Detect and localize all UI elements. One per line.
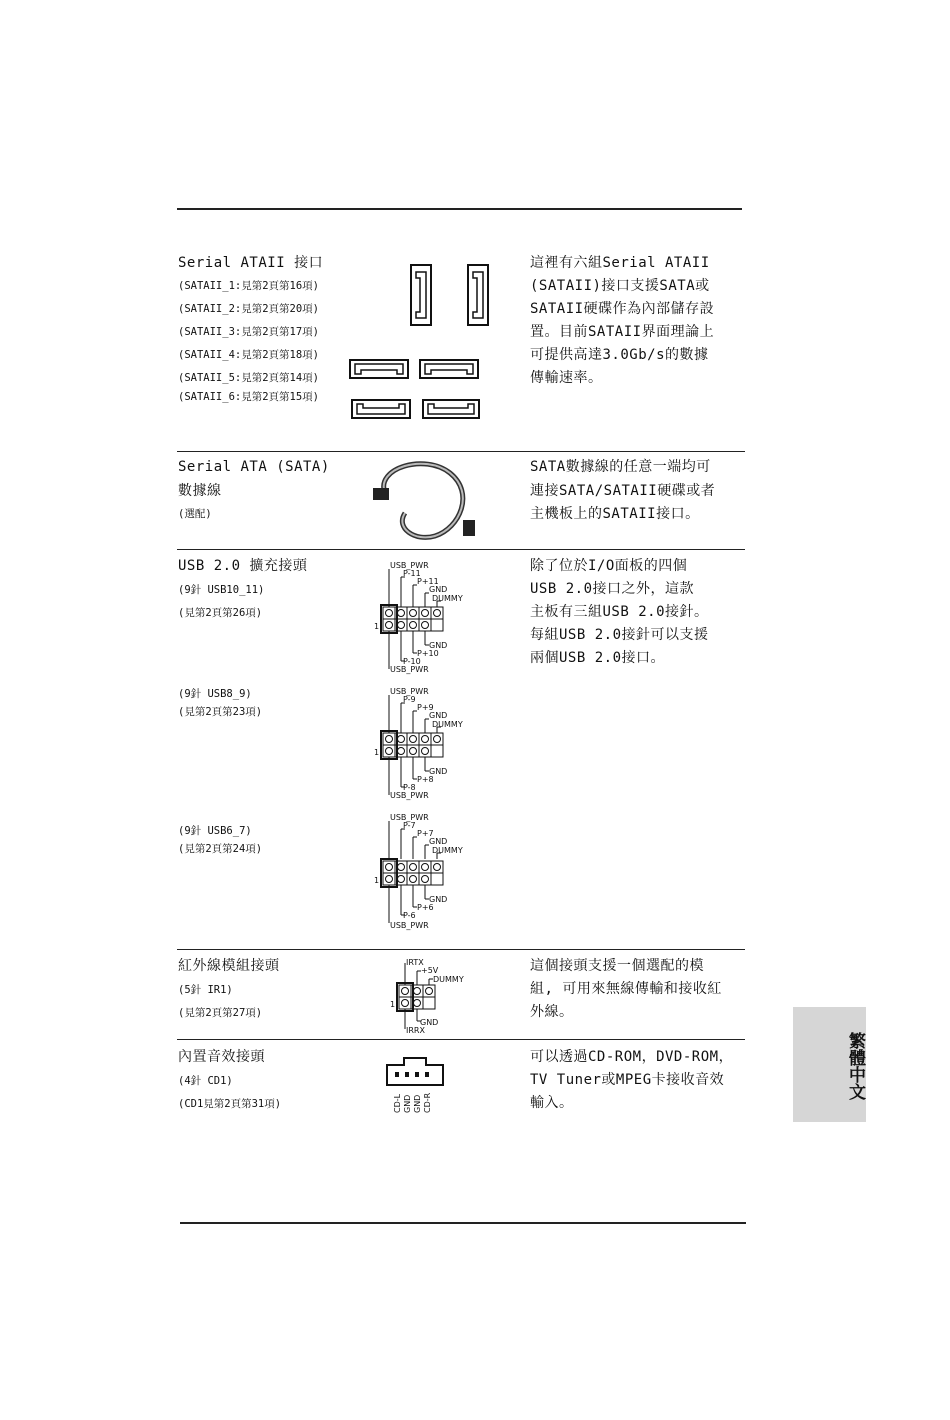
usb-block1-note1: (9針 USB10_11) xyxy=(178,584,265,596)
usb2-bot-gnd: GND xyxy=(429,767,448,776)
usb-block2-note1: (9針 USB8_9) xyxy=(178,688,252,700)
sata-cable-title-2: 數據線 xyxy=(178,483,222,499)
language-side-tab xyxy=(793,1007,866,1122)
ir-irrx: IRRX xyxy=(406,1026,425,1035)
usb1-bot-gnd: GND xyxy=(429,641,448,650)
ir-desc-2: 組, 可用來無線傳輸和接收紅 xyxy=(530,981,722,997)
usb-block3-note1: (9針 USB6_7) xyxy=(178,825,252,837)
header-rule xyxy=(177,208,742,210)
cd-note-2: (CD1見第2頁第31項) xyxy=(178,1098,282,1110)
cd-pin-4: CD-R xyxy=(423,1092,432,1113)
ir-gnd: GND xyxy=(420,1018,439,1027)
usb1-top-pp: P+11 xyxy=(417,577,439,586)
usb3-dummy: DUMMY xyxy=(432,846,463,855)
usb-title: USB 2.0 擴充接頭 xyxy=(178,558,308,574)
sata-cable-desc-2: 連接SATA/SATAII硬碟或者 xyxy=(530,483,716,499)
usb-desc-5: 兩個USB 2.0接口。 xyxy=(530,650,666,666)
ir-note-1: (5針 IR1) xyxy=(178,984,233,996)
ir-note-2: (見第2頁第27項) xyxy=(178,1007,263,1019)
usb3-top-pp: P+7 xyxy=(417,829,434,838)
usb-desc-2: USB 2.0接口之外，這款 xyxy=(530,581,695,597)
language-side-tab-label: 繁體中文 xyxy=(845,1032,865,1100)
sata-cable-image xyxy=(365,458,475,548)
usb2-top-pp: P+9 xyxy=(417,703,434,712)
usb1-pin1: 1 xyxy=(374,622,380,631)
divider-usb xyxy=(177,549,745,550)
usb3-top-pwr: USB_PWR xyxy=(390,813,429,822)
usb2-pin1: 1 xyxy=(374,748,380,757)
cd-desc-1: 可以透過CD-ROM，DVD-ROM， xyxy=(530,1049,734,1065)
ir-title: 紅外線模組接頭 xyxy=(178,958,280,974)
sata-cable-title: Serial ATA (SATA) xyxy=(178,459,330,475)
usb-block3-note2: (見第2頁第24項) xyxy=(178,843,263,855)
ir-dummy: DUMMY xyxy=(433,975,464,984)
sata-desc-2: (SATAII)接口支援SATA或 xyxy=(530,278,710,294)
usb1-bot-pp: P+10 xyxy=(417,649,439,658)
ir-5v: +5V xyxy=(421,966,439,975)
usb3-bot-gnd: GND xyxy=(429,895,448,904)
sata-note-5: (SATAII_5:見第2頁第14項) xyxy=(178,372,320,384)
divider-ir xyxy=(177,949,745,950)
usb1-top-pwr: USB_PWR xyxy=(390,561,429,570)
usb-header-diagram-2 xyxy=(372,685,482,803)
usb3-bot-pm: P-6 xyxy=(403,911,416,920)
usb-desc-3: 主板有三組USB 2.0接針。 xyxy=(530,604,709,620)
cd-desc-2: TV Tuner或MPEG卡接收音效 xyxy=(530,1072,725,1088)
sata-cable-desc-3: 主機板上的SATAII接口。 xyxy=(530,506,700,522)
usb1-bot-pm: P-10 xyxy=(403,657,421,666)
usb2-bot-pwr: USB_PWR xyxy=(390,791,429,800)
usb3-bot-pp: P+6 xyxy=(417,903,434,912)
cd-pin-2: GND xyxy=(403,1094,412,1113)
sata-connectors-diagram xyxy=(345,260,485,425)
divider-cd xyxy=(177,1039,745,1040)
usb2-bot-pp: P+8 xyxy=(417,775,434,784)
usb-desc-4: 每組USB 2.0接針可以支援 xyxy=(530,627,709,643)
usb1-bot-pwr: USB_PWR xyxy=(390,665,429,674)
cd-note-1: (4針 CD1) xyxy=(178,1075,233,1087)
sata-desc-3: SATAII硬碟作為內部儲存設 xyxy=(530,301,715,317)
usb1-top-pm: P-11 xyxy=(403,569,421,578)
usb2-top-pwr: USB_PWR xyxy=(390,687,429,696)
ir-desc-3: 外線。 xyxy=(530,1004,574,1020)
usb1-dummy: DUMMY xyxy=(432,594,463,603)
usb-block2-note2: (見第2頁第23項) xyxy=(178,706,263,718)
sata-note-2: (SATAII_2:見第2頁第20項) xyxy=(178,303,320,315)
usb-desc-1: 除了位於I/O面板的四個 xyxy=(530,558,688,574)
usb2-bot-pm: P-8 xyxy=(403,783,416,792)
sata-desc-5: 可提供高達3.0Gb/s的數據 xyxy=(530,347,709,363)
cd-desc-3: 輸入。 xyxy=(530,1095,574,1111)
sata-desc-1: 這裡有六組Serial ATAII xyxy=(530,255,710,271)
ir-irtx: IRTX xyxy=(406,958,424,967)
sata-note-1: (SATAII_1:見第2頁第16項) xyxy=(178,280,320,292)
usb-header-diagram-1 xyxy=(372,559,482,677)
ir-desc-1: 這個接頭支援一個選配的模 xyxy=(530,958,704,974)
usb3-top-pm: P-7 xyxy=(403,821,416,830)
usb3-bot-pwr: USB_PWR xyxy=(390,921,429,930)
usb-header-diagram-3 xyxy=(372,811,482,933)
usb3-top-gnd: GND xyxy=(429,837,448,846)
usb1-top-gnd: GND xyxy=(429,585,448,594)
ir-pin1: 1 xyxy=(390,1000,396,1009)
usb2-dummy: DUMMY xyxy=(432,720,463,729)
cd-pin-3: GND xyxy=(413,1094,422,1113)
ir-header-diagram xyxy=(388,955,478,1037)
sata-title: Serial ATAII 接口 xyxy=(178,255,324,271)
sata-note-3: (SATAII_3:見第2頁第17項) xyxy=(178,326,320,338)
cd-title: 內置音效接頭 xyxy=(178,1049,265,1065)
sata-note-6: (SATAII_6:見第2頁第15項) xyxy=(178,391,320,403)
divider-sata-cable xyxy=(177,451,745,452)
usb3-pin1: 1 xyxy=(374,876,380,885)
usb-block1-note2: (見第2頁第26項) xyxy=(178,607,263,619)
usb2-top-pm: P-9 xyxy=(403,695,416,704)
cd-header-diagram xyxy=(382,1055,452,1115)
footer-rule xyxy=(180,1222,746,1224)
sata-desc-4: 置。目前SATAII界面理論上 xyxy=(530,324,715,340)
cd-pin-1: CD-L xyxy=(393,1093,402,1113)
sata-cable-desc-1: SATA數據線的任意一端均可 xyxy=(530,459,711,475)
sata-desc-6: 傳輸速率。 xyxy=(530,370,603,386)
sata-cable-note: (選配) xyxy=(178,508,212,520)
usb2-top-gnd: GND xyxy=(429,711,448,720)
sata-note-4: (SATAII_4:見第2頁第18項) xyxy=(178,349,320,361)
